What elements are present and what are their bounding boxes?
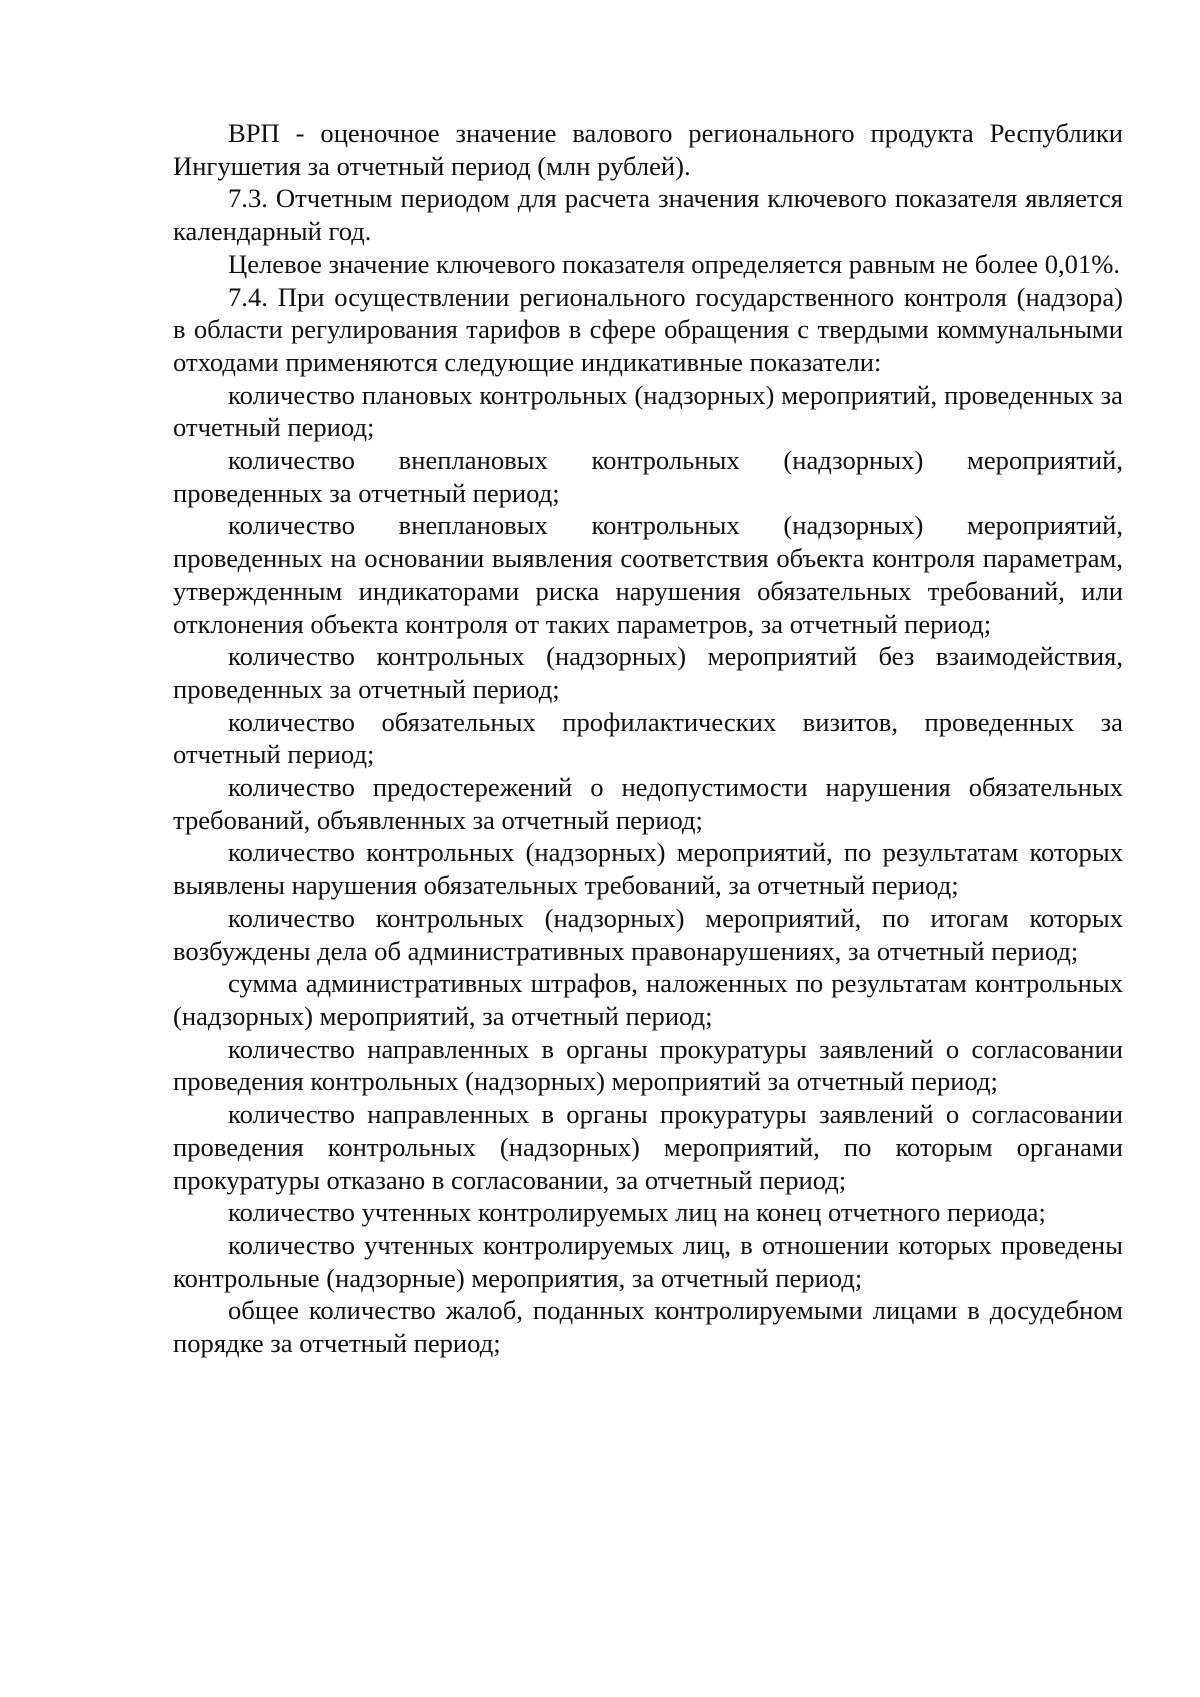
- paragraph-7-4: 7.4. При осуществлении регионального государственного контроля (надзора) в области регулирования тарифов в сфере обращения с твердыми коммунальными отходами применяются следующие индикативные показатели:: [173, 281, 1123, 377]
- indicator-item: количество учтенных контролируемых лиц на конец отчетного периода;: [228, 1197, 1046, 1228]
- paragraph-grp-definition: ВРП - оценочное значение валового регионального продукта Республики Ингушетия за отчетный период (млн рублей).: [173, 118, 1123, 181]
- indicator-item: количество плановых контрольных (надзорных) мероприятий, проведенных за отчетный период;: [173, 379, 1123, 443]
- indicator-item: количество контрольных (надзорных) мероприятий без взаимодействия, проведенных за отчетный период;: [173, 641, 1123, 704]
- indicator-item: количество учтенных контролируемых лиц, в отношении которых проведены контрольные (надзорные) мероприятия, за отчетный период;: [173, 1229, 1123, 1293]
- indicator-item: количество направленных в органы прокуратуры заявлений о согласовании проведения контрольных (надзорных) мероприятий за отчетный период;: [173, 1033, 1123, 1097]
- paragraph-7-3: 7.3. Отчетным периодом для расчета значения ключевого показателя является календарный год.: [173, 183, 1123, 247]
- indicator-item: количество направленных в органы прокуратуры заявлений о согласовании проведения контрольных (надзорных) мероприятий, по которым органами прокуратуры отказано в согласовании, за отчетный период;: [173, 1099, 1123, 1195]
- paragraph-target-value: Целевое значение ключевого показателя определяется равным не более 0,01%.: [228, 248, 1121, 279]
- indicator-item: количество контрольных (надзорных) мероприятий, по итогам которых возбуждены дела об административных правонарушениях, за отчетный период;: [173, 902, 1123, 966]
- indicator-item: общее количество жалоб, поданных контролируемыми лицами в досудебном порядке за отчетный период;: [173, 1295, 1123, 1359]
- indicator-item: количество предостережений о недопустимости нарушения обязательных требований, объявленных за отчетный период;: [173, 772, 1123, 835]
- indicator-item: количество контрольных (надзорных) мероприятий, по результатам которых выявлены нарушения обязательных требований, за отчетный период;: [173, 837, 1123, 901]
- indicator-item: количество внеплановых контрольных (надзорных) мероприятий, проведенных за отчетный период;: [173, 445, 1123, 508]
- indicator-item: сумма административных штрафов, наложенных по результатам контрольных (надзорных) мероприятий, за отчетный период;: [173, 968, 1123, 1031]
- document-body: [173, 117, 1123, 1360]
- indicator-item: количество обязательных профилактических визитов, проведенных за отчетный период;: [173, 706, 1123, 770]
- indicator-item: количество внеплановых контрольных (надзорных) мероприятий, проведенных на основании выявления соответствия объекта контроля параметрам, утвержденным индикаторами риска нарушения обязательных требований, или отклонения объекта контроля от таких параметров, за отчетный период;: [173, 510, 1123, 639]
